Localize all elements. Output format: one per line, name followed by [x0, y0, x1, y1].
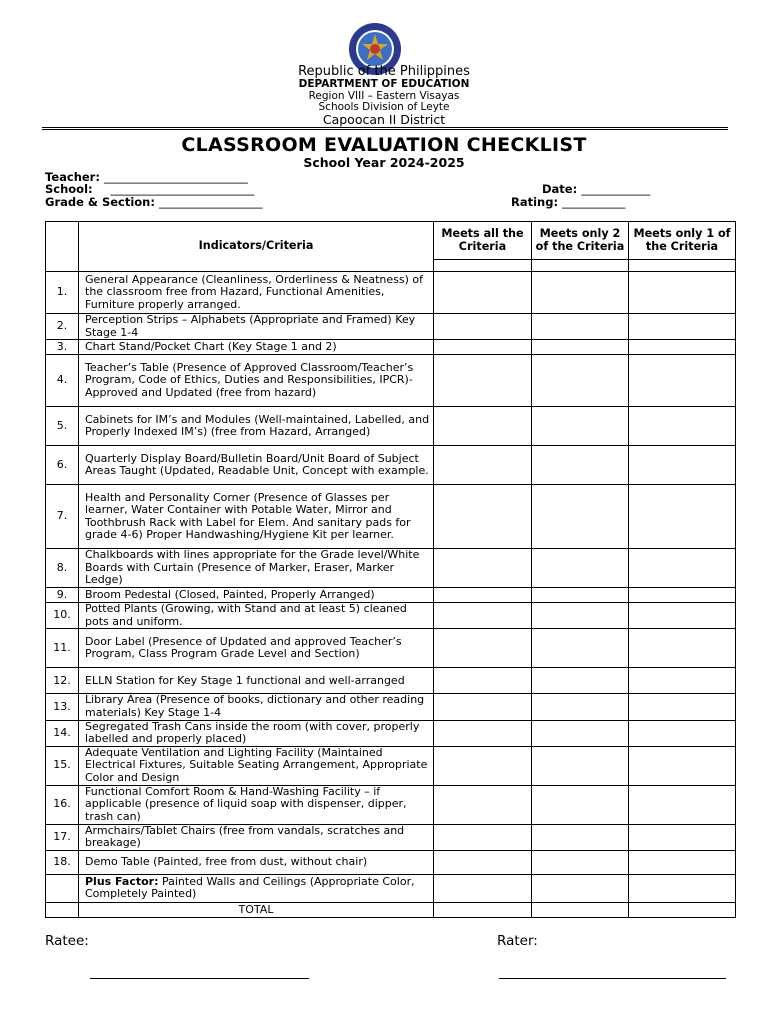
meets-two-cell[interactable]	[532, 314, 629, 340]
district-line: Capoocan II District	[322, 112, 446, 127]
meets-two-cell[interactable]	[532, 603, 629, 629]
meets-one-cell[interactable]	[629, 340, 736, 355]
table-row	[46, 824, 736, 850]
page-title: CLASSROOM EVALUATION CHECKLIST	[181, 134, 587, 156]
table-row	[46, 446, 736, 485]
meets-all-cell[interactable]	[434, 340, 532, 355]
table-row	[46, 746, 736, 785]
table-row	[46, 355, 736, 407]
criterion-text: Segregated Trash Cans inside the room (with cover, properly labelled and properly placed)	[79, 720, 434, 746]
row-number: 9.	[46, 588, 79, 603]
date-label: Date:	[542, 182, 578, 196]
row-number: 18.	[46, 850, 79, 874]
division-line: Schools Division of Leyte	[318, 101, 450, 113]
meets-all-cell[interactable]	[434, 668, 532, 694]
table-row	[46, 629, 736, 668]
meets-all-cell[interactable]	[434, 850, 532, 874]
header-divider	[42, 129, 728, 130]
header-spacer-cell	[629, 260, 736, 272]
meets-two-cell[interactable]	[532, 446, 629, 485]
criterion-text: Armchairs/Tablet Chairs (free from vandals, scratches and breakage)	[79, 824, 434, 850]
meets-one-cell[interactable]	[629, 668, 736, 694]
row-number: 16.	[46, 785, 79, 824]
meets-one-total-cell[interactable]	[629, 902, 736, 917]
meets-all-cell[interactable]	[434, 746, 532, 785]
row-number: 2.	[46, 314, 79, 340]
department-line: DEPARTMENT OF EDUCATION	[298, 78, 470, 90]
table-row	[46, 340, 736, 355]
row-number	[46, 902, 79, 917]
table-row	[46, 549, 736, 588]
meets-two-cell[interactable]	[532, 874, 629, 902]
meets-two-cell[interactable]	[532, 355, 629, 407]
row-number: 17.	[46, 824, 79, 850]
meets-one-cell[interactable]	[629, 407, 736, 446]
meets-one-cell[interactable]	[629, 850, 736, 874]
plus-factor-label: Plus Factor:	[85, 874, 159, 888]
row-number: 11.	[46, 629, 79, 668]
criterion-text: Library Area (Presence of books, dictionary and other reading materials) Key Stage 1-4	[79, 694, 434, 720]
grade-section-field[interactable]	[45, 195, 262, 209]
region-line: Region VIII – Eastern Visayas	[308, 90, 460, 102]
teacher-blank[interactable]: _________________________	[103, 170, 248, 184]
number-column-header	[46, 222, 79, 272]
meets-two-column-header: Meets only 2 of the Criteria	[532, 222, 629, 260]
row-number: 6.	[46, 446, 79, 485]
row-number: 12.	[46, 668, 79, 694]
criterion-text: Potted Plants (Growing, with Stand and at least 5) cleaned pots and uniform.	[79, 603, 434, 629]
meets-all-cell[interactable]	[434, 694, 532, 720]
meets-one-cell[interactable]	[629, 824, 736, 850]
row-number: 4.	[46, 355, 79, 407]
meets-one-column-header: Meets only 1 of the Criteria	[629, 222, 736, 260]
ratee-label: Ratee:	[45, 933, 89, 949]
indicators-column-header: Indicators/Criteria	[79, 222, 434, 272]
meets-two-cell[interactable]	[532, 272, 629, 314]
meets-one-cell[interactable]	[629, 694, 736, 720]
criterion-text: Quarterly Display Board/Bulletin Board/Unit Board of Subject Areas Taught (Updated, Readable Unit, Concept with example.	[79, 446, 434, 485]
meets-all-cell[interactable]	[434, 785, 532, 824]
meets-two-cell[interactable]	[532, 549, 629, 588]
school-year: School Year 2024-2025	[303, 155, 465, 170]
meets-two-cell[interactable]	[532, 720, 629, 746]
meets-all-cell[interactable]	[434, 446, 532, 485]
table-row	[46, 588, 736, 603]
row-number: 15.	[46, 746, 79, 785]
meets-all-cell[interactable]	[434, 314, 532, 340]
meets-one-cell[interactable]	[629, 785, 736, 824]
meets-two-total-cell[interactable]	[532, 902, 629, 917]
header-spacer-cell	[434, 260, 532, 272]
meets-two-cell[interactable]	[532, 407, 629, 446]
meets-one-cell[interactable]	[629, 355, 736, 407]
rater-label: Rater:	[497, 933, 538, 949]
meets-one-cell[interactable]	[629, 603, 736, 629]
republic-line: Republic of the Philippines	[298, 64, 470, 79]
meets-two-cell[interactable]	[532, 785, 629, 824]
table-row	[46, 668, 736, 694]
rating-label: Rating:	[511, 195, 559, 209]
meets-one-cell[interactable]	[629, 874, 736, 902]
criterion-text: Health and Personality Corner (Presence of Glasses per learner, Water Container with Potable Water, Mirror and Toothbrush Rack with Label for Elem. And sanitary pads for grade 4-6) Proper Handwashing/Hygiene Kit per learner.	[79, 485, 434, 549]
criterion-text: Broom Pedestal (Closed, Painted, Properly Arranged)	[79, 588, 434, 603]
row-number	[46, 874, 79, 902]
meets-all-cell[interactable]	[434, 407, 532, 446]
meets-two-cell[interactable]	[532, 588, 629, 603]
row-number: 3.	[46, 340, 79, 355]
header-spacer-cell	[532, 260, 629, 272]
meets-all-cell[interactable]	[434, 485, 532, 549]
school-blank[interactable]: _________________________	[110, 182, 255, 196]
date-blank[interactable]: ____________	[581, 182, 651, 196]
table-row	[46, 603, 736, 629]
meets-all-cell[interactable]	[434, 824, 532, 850]
table-row	[46, 485, 736, 549]
meets-all-cell[interactable]	[434, 874, 532, 902]
table-row	[46, 720, 736, 746]
plus-factor-text	[79, 874, 434, 902]
ratee-signature-line[interactable]	[90, 978, 309, 979]
teacher-label: Teacher:	[45, 170, 100, 184]
meets-two-cell[interactable]	[532, 694, 629, 720]
total-row	[46, 902, 736, 917]
criterion-text: ELLN Station for Key Stage 1 functional and well-arranged	[79, 668, 434, 694]
meets-one-cell[interactable]	[629, 314, 736, 340]
row-number: 13.	[46, 694, 79, 720]
meets-all-cell[interactable]	[434, 272, 532, 314]
meets-all-column-header: Meets all the Criteria	[434, 222, 532, 260]
header-divider	[42, 127, 728, 128]
grade-section-label: Grade & Section:	[45, 195, 155, 209]
row-number: 7.	[46, 485, 79, 549]
row-number: 10.	[46, 603, 79, 629]
plus-factor-row	[46, 874, 736, 902]
table-row	[46, 850, 736, 874]
meets-two-cell[interactable]	[532, 668, 629, 694]
criterion-text: Door Label (Presence of Updated and approved Teacher’s Program, Class Program Grade Level and Section)	[79, 629, 434, 668]
total-label: TOTAL	[79, 902, 434, 917]
school-field[interactable]	[45, 182, 254, 196]
meets-all-cell[interactable]	[434, 603, 532, 629]
row-number: 14.	[46, 720, 79, 746]
table-row	[46, 272, 736, 314]
criterion-text: Adequate Ventilation and Lighting Facility (Maintained Electrical Fixtures, Suitable Seating Arrangement, Appropriate Color and Design	[79, 746, 434, 785]
table-row	[46, 314, 736, 340]
meets-all-cell[interactable]	[434, 355, 532, 407]
meets-two-cell[interactable]	[532, 340, 629, 355]
criterion-text: Demo Table (Painted, free from dust, without chair)	[79, 850, 434, 874]
meets-one-cell[interactable]	[629, 272, 736, 314]
meets-one-cell[interactable]	[629, 588, 736, 603]
meets-all-cell[interactable]	[434, 720, 532, 746]
criterion-text: Chalkboards with lines appropriate for the Grade level/White Boards with Curtain (Presence of Marker, Eraser, Marker Ledge)	[79, 549, 434, 588]
row-number: 8.	[46, 549, 79, 588]
criterion-text: General Appearance (Cleanliness, Orderliness & Neatness) of the classroom free from Hazard, Functional Amenities, Furniture properly arranged.	[79, 272, 434, 314]
meets-two-cell[interactable]	[532, 485, 629, 549]
rater-signature-line[interactable]	[499, 978, 726, 979]
meets-two-cell[interactable]	[532, 824, 629, 850]
meets-one-cell[interactable]	[629, 485, 736, 549]
rating-blank[interactable]: ___________	[562, 195, 626, 209]
grade-section-blank[interactable]: __________________	[158, 195, 263, 209]
date-field[interactable]	[542, 182, 650, 196]
meets-all-total-cell[interactable]	[434, 902, 532, 917]
row-number: 5.	[46, 407, 79, 446]
row-number: 1.	[46, 272, 79, 314]
criterion-text: Functional Comfort Room & Hand-Washing Facility – if applicable (presence of liquid soap with dispenser, dipper, trash can)	[79, 785, 434, 824]
meets-all-cell[interactable]	[434, 629, 532, 668]
criterion-text: Teacher’s Table (Presence of Approved Classroom/Teacher’s Program, Code of Ethics, Duties and Responsibilities, IPCR)-Approved and Updated (free from hazard)	[79, 355, 434, 407]
rating-field[interactable]	[511, 195, 625, 209]
table-row	[46, 694, 736, 720]
school-label: School:	[45, 182, 93, 196]
meets-two-cell[interactable]	[532, 746, 629, 785]
table-row	[46, 785, 736, 824]
meets-all-cell[interactable]	[434, 588, 532, 603]
table-row	[46, 407, 736, 446]
meets-one-cell[interactable]	[629, 746, 736, 785]
plus-factor-description: Painted Walls and Ceilings (Appropriate Color, Completely Painted)	[85, 874, 415, 901]
meets-one-cell[interactable]	[629, 446, 736, 485]
criterion-text: Cabinets for IM’s and Modules (Well-maintained, Labelled, and Properly Indexed IM’s) (free from Hazard, Arranged)	[79, 407, 434, 446]
criterion-text: Perception Strips – Alphabets (Appropriate and Framed) Key Stage 1-4	[79, 314, 434, 340]
meets-one-cell[interactable]	[629, 549, 736, 588]
meets-all-cell[interactable]	[434, 549, 532, 588]
meets-two-cell[interactable]	[532, 850, 629, 874]
evaluation-table	[45, 221, 736, 918]
criterion-text: Chart Stand/Pocket Chart (Key Stage 1 and 2)	[79, 340, 434, 355]
meets-one-cell[interactable]	[629, 629, 736, 668]
meets-two-cell[interactable]	[532, 629, 629, 668]
meets-one-cell[interactable]	[629, 720, 736, 746]
